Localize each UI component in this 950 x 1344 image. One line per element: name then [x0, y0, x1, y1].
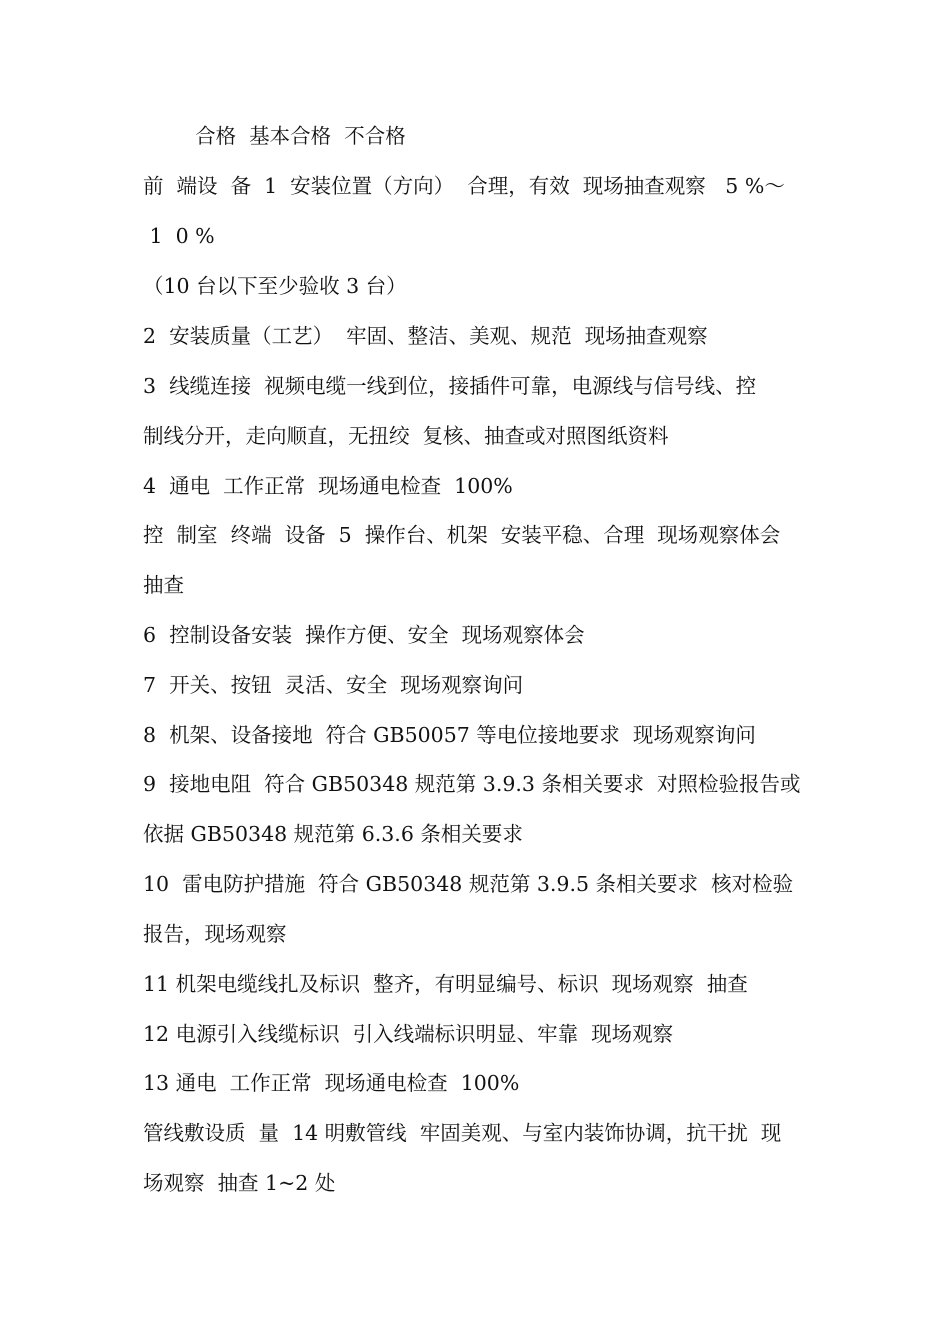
text-line-header: 合格 基本合格 不合格	[143, 124, 406, 148]
text-line: 10 雷电防护措施 符合 GB50348 规范第 3.9.5 条相关要求 核对检验	[143, 872, 794, 896]
text-line: 抽查	[143, 573, 184, 597]
text-line: 报告，现场观察	[143, 922, 287, 946]
text-line: 前 端设 备 1 安装位置（方向） 合理，有效 现场抽查观察 5 %～	[143, 174, 785, 198]
text-line: 11 机架电缆线扎及标识 整齐，有明显编号、标识 现场观察 抽查	[143, 972, 748, 996]
text-line: 控 制室 终端 设备 5 操作台、机架 安装平稳、合理 现场观察体会	[143, 523, 781, 547]
text-line: 9 接地电阻 符合 GB50348 规范第 3.9.3 条相关要求 对照检验报告或	[143, 772, 801, 796]
text-line: 2 安装质量（工艺） 牢固、整洁、美观、规范 现场抽查观察	[143, 324, 708, 348]
text-line: 依据 GB50348 规范第 6.3.6 条相关要求	[143, 822, 523, 846]
text-line: 6 控制设备安装 操作方便、安全 现场观察体会	[143, 623, 585, 647]
text-line: 1 0 %	[143, 224, 215, 248]
text-line: 3 线缆连接 视频电缆一线到位，接插件可靠，电源线与信号线、控	[143, 374, 757, 398]
text-line: 13 通电 工作正常 现场通电检查 100%	[143, 1071, 520, 1095]
text-line: 制线分开，走向顺直，无扭绞 复核、抽查或对照图纸资料	[143, 424, 669, 448]
text-line: （10 台以下至少验收 3 台）	[143, 274, 407, 298]
text-line: 7 开关、按钮 灵活、安全 现场观察询问	[143, 673, 524, 697]
text-line: 12 电源引入线缆标识 引入线端标识明显、牢靠 现场观察	[143, 1022, 674, 1046]
text-line: 8 机架、设备接地 符合 GB50057 等电位接地要求 现场观察询问	[143, 723, 756, 747]
text-line: 4 通电 工作正常 现场通电检查 100%	[143, 474, 513, 498]
text-line: 管线敷设质 量 14 明敷管线 牢固美观、与室内装饰协调，抗干扰 现	[143, 1121, 782, 1145]
text-line: 场观察 抽查 1~2 处	[143, 1171, 336, 1195]
